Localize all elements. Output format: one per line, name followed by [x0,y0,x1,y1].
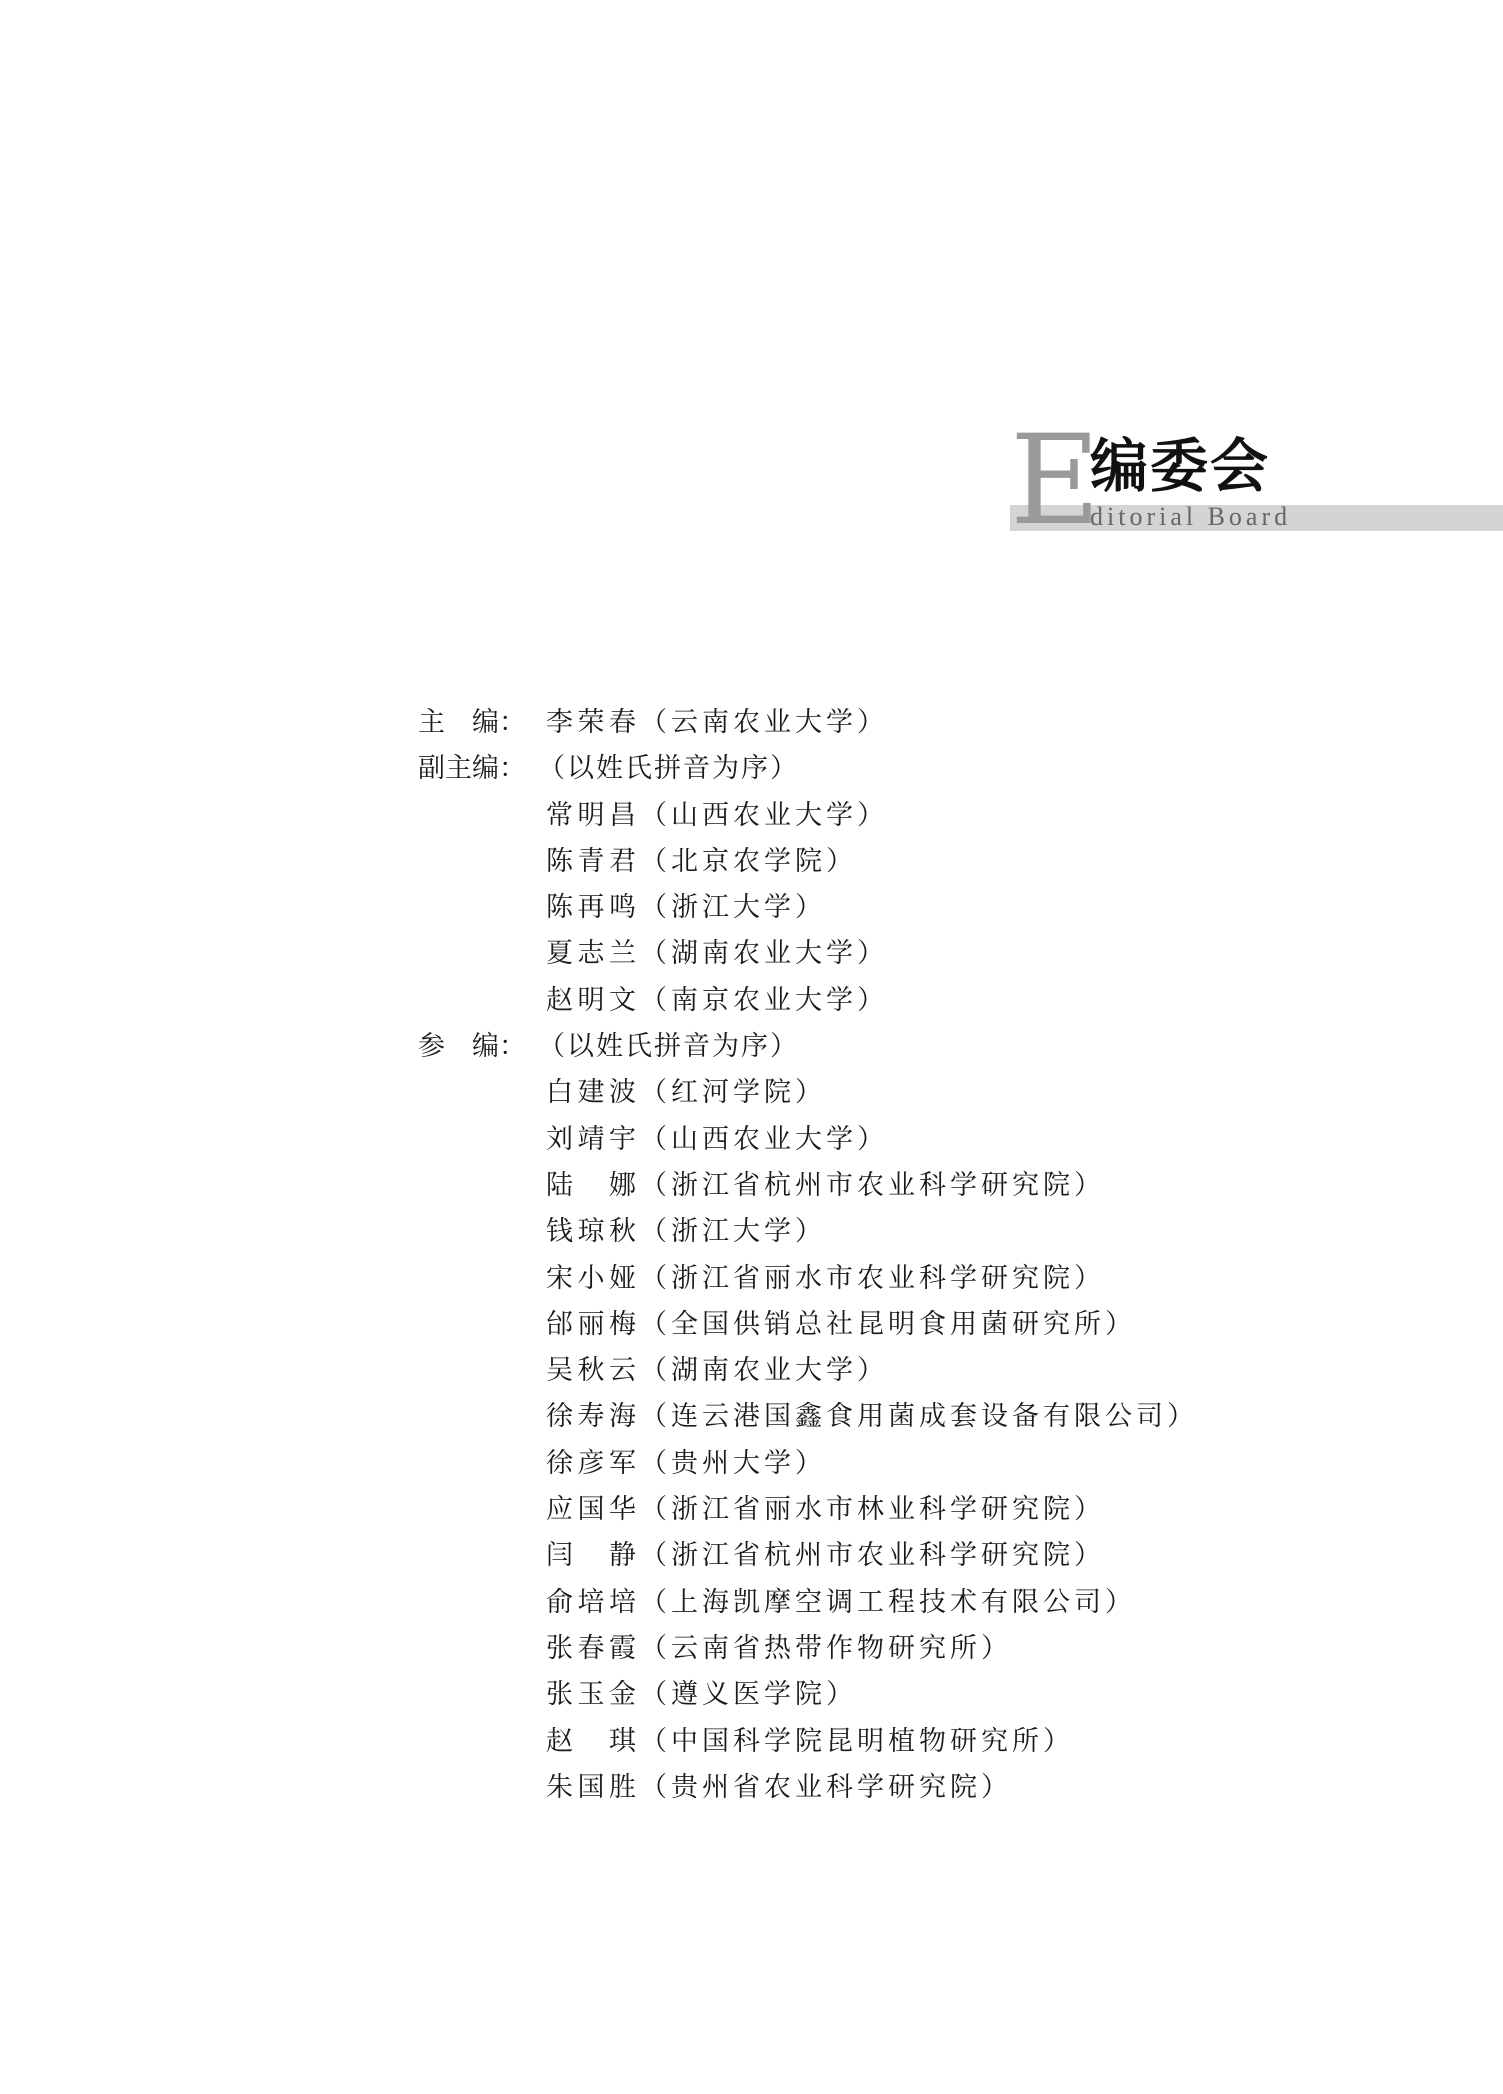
member-affiliation: （浙江省丽水市农业科学研究院） [640,1262,1105,1294]
list-item [418,931,1418,977]
editorial-board-heading [1010,409,1503,553]
heading-title-chinese: 编委会 [1090,432,1271,500]
member-name: 张玉金 [546,1679,640,1711]
member-name: 陈再鸣 [546,892,640,924]
member-affiliation: （北京农学院） [640,845,857,877]
list-item [418,1765,1418,1811]
member-name: 常明昌 [546,799,640,831]
member-name: 白建波 [546,1077,640,1109]
list-item [418,1256,1418,1302]
list-item [418,1580,1418,1626]
member-affiliation: （云南农业大学） [640,707,888,738]
role-label-chief-editor: 主 编： [418,707,526,738]
member-affiliation: （山西农业大学） [640,799,888,831]
list-item [418,1163,1418,1209]
list-item [418,1533,1418,1579]
member-entry [546,1580,1136,1626]
list-item [418,1394,1418,1440]
member-entry [546,1487,1105,1533]
deputy-editors-row [418,746,1418,792]
member-affiliation: （湖南农业大学） [640,938,888,970]
heading-initial-letter: E [1010,409,1101,553]
member-name: 钱琼秋 [546,1216,640,1248]
member-entry [546,1672,857,1718]
member-entry [546,978,888,1024]
member-name: 俞培培 [546,1586,640,1618]
member-entry [546,1209,826,1255]
member-affiliation: （浙江大学） [640,1216,826,1248]
member-name: 朱国胜 [546,1771,640,1803]
member-affiliation: （山西农业大学） [640,1123,888,1155]
member-entry [546,1302,1136,1348]
member-entry [546,1117,888,1163]
list-item [418,1070,1418,1116]
list-item [418,1487,1418,1533]
list-item [418,978,1418,1024]
member-name: 李荣春 [546,707,640,738]
member-name: 徐彦军 [546,1447,640,1479]
member-entry [546,885,826,931]
member-name: 夏志兰 [546,938,640,970]
member-affiliation: （浙江大学） [640,892,826,924]
member-affiliation: （浙江省杭州市农业科学研究院） [640,1169,1105,1201]
member-name: 陆 娜 [546,1169,640,1201]
member-name: 张春霞 [546,1632,640,1664]
member-entry [546,1441,826,1487]
role-label-contributors: 参 编： [418,1031,526,1063]
member-affiliation: （上海凯摩空调工程技术有限公司） [640,1586,1136,1618]
chief-editor-row [418,700,1418,746]
member-entry [546,1533,1105,1579]
member-entry [546,793,888,839]
member-name: 应国华 [546,1494,640,1526]
list-item [418,1626,1418,1672]
role-label-deputy-editors: 副主编： [418,753,526,785]
list-item [418,1209,1418,1255]
member-name: 宋小娅 [546,1262,640,1294]
contributors-row [418,1024,1418,1070]
member-entry [546,1765,1012,1811]
member-entry [546,1719,1074,1765]
member-name: 吴秋云 [546,1355,640,1387]
member-affiliation: （南京农业大学） [640,984,888,1016]
member-affiliation: （全国供销总社昆明食用菌研究所） [640,1308,1136,1340]
member-name: 陈青君 [546,845,640,877]
list-item [418,1719,1418,1765]
member-affiliation: （贵州省农业科学研究院） [640,1771,1012,1803]
member-affiliation: （遵义医学院） [640,1679,857,1711]
member-entry [546,1394,1198,1440]
order-note: （以姓氏拼音为序） [538,1031,799,1063]
member-name: 徐寿海 [546,1401,640,1433]
list-item [418,1672,1418,1718]
order-note: （以姓氏拼音为序） [538,753,799,785]
member-name: 赵 琪 [546,1725,640,1757]
member-name: 邰丽梅 [546,1308,640,1340]
member-entry [546,1626,1012,1672]
member-affiliation: （连云港国鑫食用菌成套设备有限公司） [640,1401,1198,1433]
member-affiliation: （湖南农业大学） [640,1355,888,1387]
member-entry [546,839,857,885]
member-name: 闫 静 [546,1540,640,1572]
list-item [418,1348,1418,1394]
member-affiliation: （红河学院） [640,1077,826,1109]
member-entry [546,1070,826,1116]
member-affiliation: （中国科学院昆明植物研究所） [640,1725,1074,1757]
list-item [418,1441,1418,1487]
contributors-list [418,1070,1418,1811]
member-affiliation: （浙江省丽水市林业科学研究院） [640,1494,1105,1526]
member-entry [546,1163,1105,1209]
editorial-board-list [418,700,1418,1811]
list-item [418,885,1418,931]
list-item [418,839,1418,885]
member-entry [546,1256,1105,1302]
member-affiliation: （浙江省杭州市农业科学研究院） [640,1540,1105,1572]
list-item [418,1117,1418,1163]
list-item [418,793,1418,839]
member-entry [546,931,888,977]
member-entry [546,700,888,746]
deputy-editors-list [418,793,1418,1024]
heading-title-english: ditorial Board [1090,502,1292,531]
list-item [418,1302,1418,1348]
member-affiliation: （云南省热带作物研究所） [640,1632,1012,1664]
member-affiliation: （贵州大学） [640,1447,826,1479]
member-name: 刘靖宇 [546,1123,640,1155]
member-name: 赵明文 [546,984,640,1016]
member-entry [546,1348,888,1394]
